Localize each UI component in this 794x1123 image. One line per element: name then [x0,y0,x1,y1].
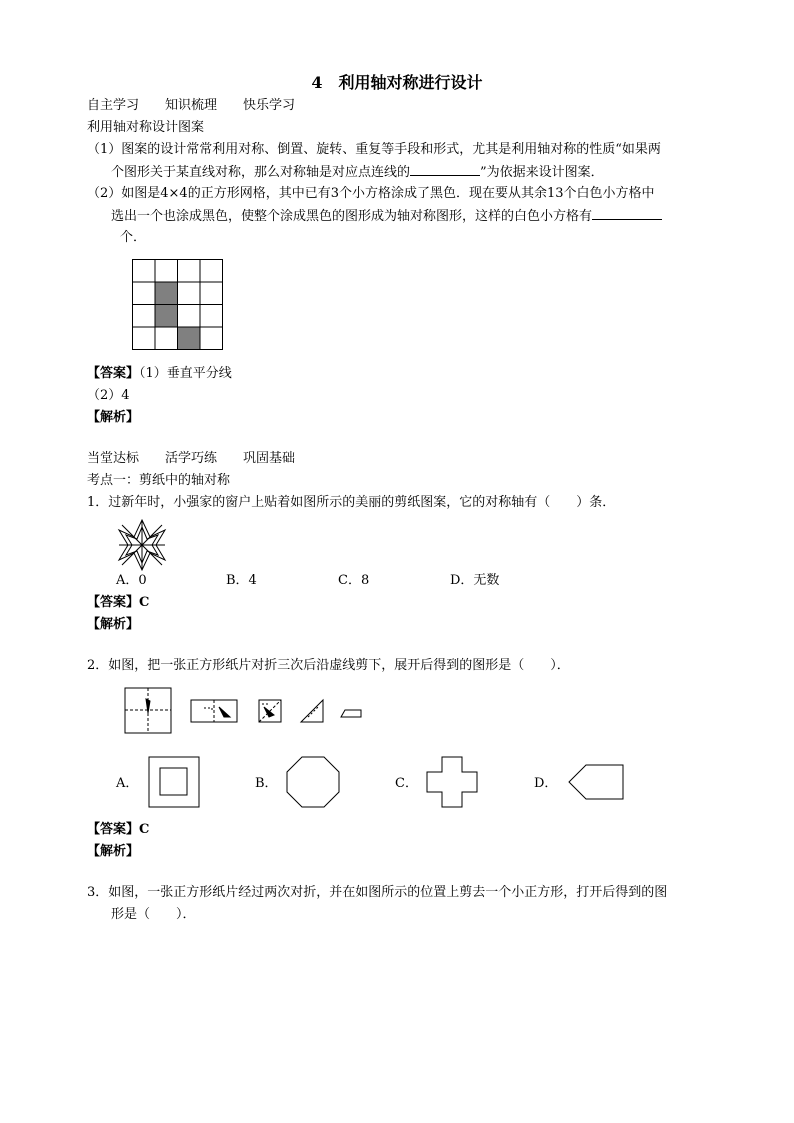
answer-label: 【答案】 [87,366,140,381]
q1-stem: 1．过新年时，小强家的窗户上贴着如图所示的美丽的剪纸图案，它的对称轴有（ ）条． [87,495,616,510]
q1-option-a: A．0 [116,573,147,588]
grid-cell [200,305,223,328]
q1-option-b: B．4 [226,573,257,588]
grid-cell [155,260,178,283]
analysis-label-1: 【解析】 [87,410,140,425]
grid-cell [155,327,178,350]
item1-line2-tail: ”为依据来设计图案． [480,165,604,180]
analysis-label-2: 【解析】 [87,617,140,632]
item2-line3: 个． [120,230,147,245]
item1-line2-text: 个图形关于某直线对称，那么对称轴是对应点连线的 [111,165,411,180]
q2-option-a-shape [148,756,200,808]
q3-line2: 形是（ ）． [111,907,196,922]
answer1-text: （1）垂直平分线 [139,366,232,381]
grid-cell [178,282,201,305]
grid-cell [200,282,223,305]
grid-figure [132,259,224,351]
q2-option-c-shape [426,756,478,808]
grid-cell [200,260,223,283]
q1-option-c: C．8 [338,573,370,588]
section-heading-practice: 当堂达标 活学巧练 巩固基础 [87,451,296,466]
answer-blank [592,207,662,220]
grid-cell [200,327,223,350]
q2-option-b: B． [255,776,278,791]
grid-cell [178,260,201,283]
q1-option-d: D．无数 [450,573,500,588]
section-subheading: 利用轴对称设计图案 [87,120,205,135]
grid-cell [133,260,156,283]
q2-option-d: D． [534,776,558,791]
q3-line1: 3．如图，一张正方形纸片经过两次对折，并在如图所示的位置上剪去一个小正方形，打开后得到的图 [87,885,668,900]
folding-sequence-figure [124,687,369,735]
grid-cell [178,305,201,328]
answer1-line2: （2）4 [87,388,130,403]
section-heading-self-study: 自主学习 知识梳理 快乐学习 [87,98,296,113]
grid-cell [133,282,156,305]
q2-option-a: A． [116,776,139,791]
item2-line2 [111,207,662,226]
q2-option-c: C． [395,776,418,791]
papercut-figure [114,517,170,573]
q2-stem: 2．如图，把一张正方形纸片对折三次后沿虚线剪下，展开后得到的图形是（ ）． [87,658,570,673]
grid-cell-shaded [155,305,178,328]
grid-cell [133,305,156,328]
answer1-line1 [87,365,232,383]
q2-option-b-shape [286,756,340,808]
item1-line2 [111,163,604,182]
page-title: 4 利用轴对称进行设计 [311,73,483,92]
grid-cell-shaded [178,327,201,350]
q2-answer: 【答案】C [87,822,150,837]
q1-answer: 【答案】C [87,595,150,610]
analysis-label-3: 【解析】 [87,844,140,859]
grid-cell [133,327,156,350]
topic-heading: 考点一：剪纸中的轴对称 [87,473,231,488]
item2-line2-text: 选出一个也涂成黑色，使整个涂成黑色的图形成为轴对称图形，这样的白色小方格有 [111,209,593,224]
answer-blank [410,163,480,176]
grid-cell-shaded [155,282,178,305]
item1-line1: （1）图案的设计常常利用对称、倒置、旋转、重复等手段和形式，尤其是利用轴对称的性质“如果两 [87,142,661,157]
item2-line1: （2）如图是4×4的正方形网格，其中已有3个小方格涂成了黑色．现在要从其余13个白色小方格中 [87,186,655,201]
q2-option-d-shape [568,764,624,800]
